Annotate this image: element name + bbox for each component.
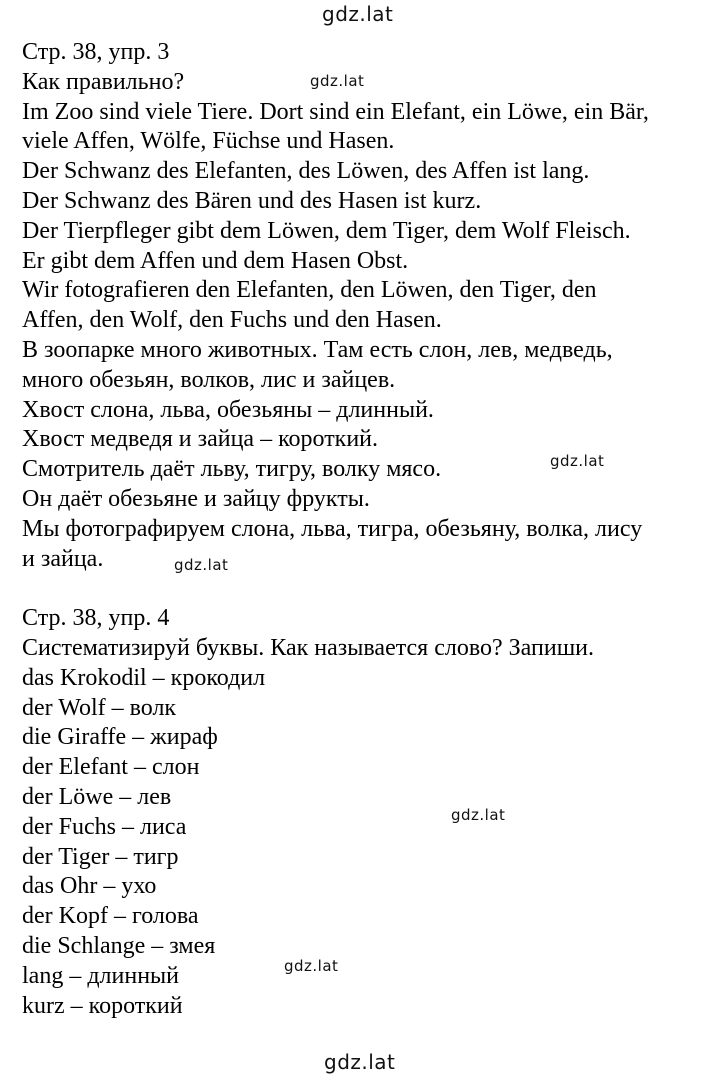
watermark: gdz.lat [451,806,506,824]
text-line: много обезьян, волков, лис и зайцев. [22,366,396,393]
vocab-line: der Elefant – слон [22,754,200,781]
vocab-line: der Kopf – голова [22,903,199,930]
text-line: Er gibt dem Affen und dem Hasen Obst. [22,247,409,274]
text-line: Он даёт обезьяне и зайцу фрукты. [22,485,370,512]
vocab-line: der Wolf – волк [22,694,177,721]
document-body [22,38,712,1021]
text-line: Хвост слона, льва, обезьяны – длинный. [22,396,434,423]
vocab-line: der Fuchs – лиса [22,813,187,840]
section-spacer [22,574,712,604]
watermark: gdz.lat [550,452,605,470]
text-line: Affen, den Wolf, den Fuchs und den Hasen. [22,307,442,334]
watermark-top: gdz.lat [322,2,394,26]
text-line: Im Zoo sind viele Tiere. Dort sind ein Elefant, ein Löwe, ein Bär, [22,98,649,125]
watermark: gdz.lat [174,556,229,574]
text-line: Мы фотографируем слона, льва, тигра, обезьяну, волка, лису [22,515,643,542]
exercise-3-heading: Стр. 38, упр. 3 [22,39,170,65]
exercise-4-task: Систематизируй буквы. Как называется слово? Запиши. [22,634,595,661]
exercise-4-heading: Стр. 38, упр. 4 [22,605,170,632]
text-line: Смотритель даёт льву, тигру, волку мясо. [22,456,442,483]
vocab-line: lang – длинный [22,962,180,989]
vocab-line: die Giraffe – жираф [22,724,218,751]
text-line: и зайца. [22,545,104,572]
text-line: Хвост медведя и зайца – короткий. [22,426,379,453]
vocab-line: kurz – короткий [22,992,183,1019]
text-line: Der Tierpfleger gibt dem Löwen, dem Tiger, dem Wolf Fleisch. [22,217,631,244]
text-line: Der Schwanz des Bären und des Hasen ist kurz. [22,187,482,214]
text-line: viele Affen, Wölfe, Füchse und Hasen. [22,128,395,155]
watermark-bottom: gdz.lat [324,1050,396,1074]
text-line: Wir fotografieren den Elefanten, den Löwen, den Tiger, den [22,277,597,304]
vocab-line: das Ohr – ухо [22,873,157,900]
text-line: В зоопарке много животных. Там есть слон, лев, медведь, [22,336,613,363]
vocab-line: das Krokodil – крокодил [22,664,266,691]
exercise-3-task: Как правильно? [22,68,185,95]
vocab-line: die Schlange – змея [22,932,216,959]
watermark: gdz.lat [284,957,339,975]
vocab-line: der Tiger – тигр [22,843,179,870]
vocab-line: der Löwe – лев [22,783,172,810]
watermark: gdz.lat [310,72,365,90]
text-line: Der Schwanz des Elefanten, des Löwen, des Affen ist lang. [22,158,590,185]
